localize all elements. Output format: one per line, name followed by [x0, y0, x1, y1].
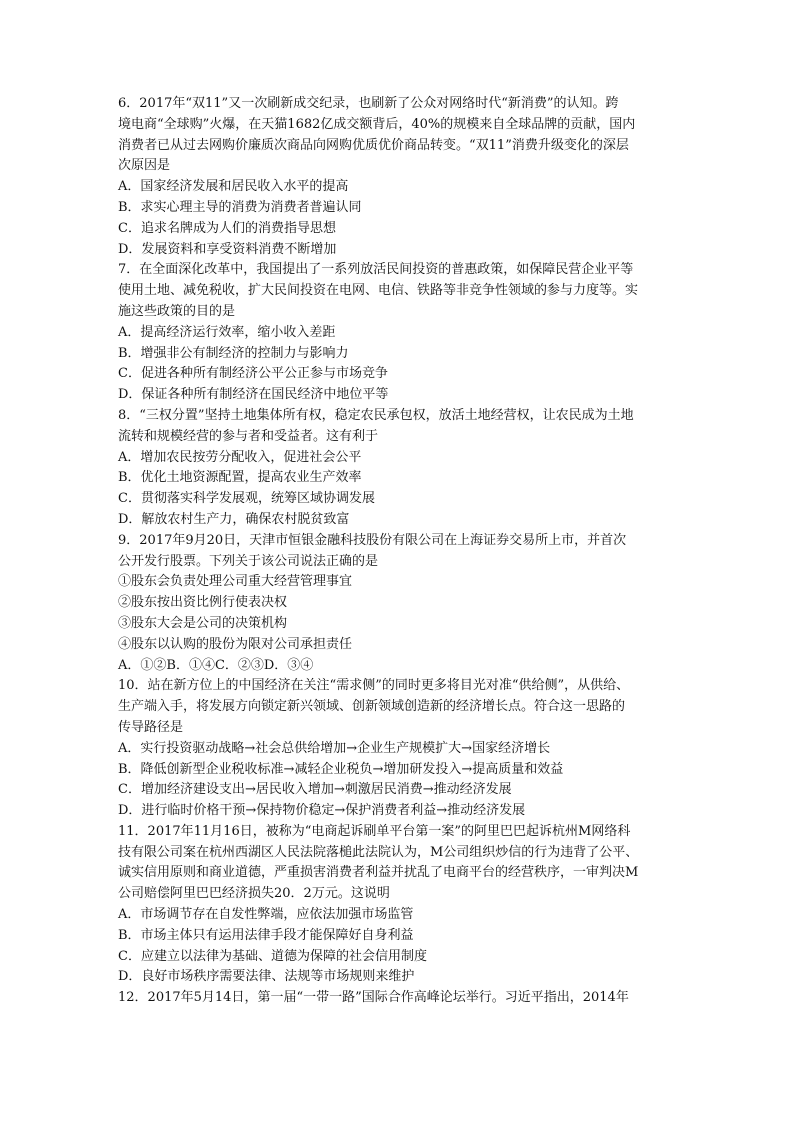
question-stem-line: 7．在全面深化改革中，我国提出了一系列放活民间投资的普惠政策，如保障民营企业平等 [118, 262, 634, 278]
question-stem-line: 使用土地、减免税收，扩大民间投资在电网、电信、铁路等非竞争性领域的参与力度等。实 [118, 283, 639, 299]
question-stem-line: 境电商“全球购”火爆，在天猫1682亿成交额背后，40%的规模来自全球品牌的贡献，国内 [118, 116, 636, 132]
answer-option: A．提高经济运行效率，缩小收入差距 [118, 324, 336, 340]
question-q6 [118, 94, 678, 260]
question-stem-line: 施这些政策的目的是 [118, 303, 236, 319]
answer-option: C．促进各种所有制经济公平公正参与市场竞争 [118, 366, 388, 382]
answer-option: B．求实心理主导的消费为消费者普遍认同 [118, 199, 362, 215]
question-stem-line: 生产端入手，将发展方向锁定新兴领域、创新领域创造新的经济增长点。符合这一思路的 [118, 699, 626, 715]
answer-option: A．①②B．①④C．②③D．③④ [118, 657, 314, 673]
question-stem-line: 10．站在新方位上的中国经济在关注“需求侧”的同时更多将目光对准“供给侧”，从供给、 [118, 678, 630, 694]
answer-option: D．发展资料和享受资料消费不断增加 [118, 241, 337, 257]
answer-option: C．应建立以法律为基础、道德为保障的社会信用制度 [118, 948, 427, 964]
answer-option: B．市场主体只有运用法律手段才能保障好自身利益 [118, 927, 414, 943]
question-stem-line: 6．2017年“双11”又一次刷新成交纪录，也刷新了公众对网络时代“新消费”的认知。跨 [118, 96, 619, 111]
question-stem-line: 流转和规模经营的参与者和受益者。这有利于 [118, 428, 379, 444]
answer-option: B．增强非公有制经济的控制力与影响力 [118, 345, 349, 361]
question-stem-line: ③股东大会是公司的决策机构 [118, 615, 288, 631]
question-stem-line: ②股东按出资比例行使表决权 [118, 595, 288, 611]
question-q11 [118, 822, 678, 988]
answer-option: B．优化土地资源配置，提高农业生产效率 [118, 470, 362, 486]
question-stem-line: 诚实信用原则和商业道德，严重损害消费者利益并扰乱了电商平台的经营秩序，一审判决M [118, 865, 639, 881]
answer-option: C．增加经济建设支出→居民收入增加→刺激居民消费→推动经济发展 [118, 782, 512, 798]
question-stem-line: 12．2017年5月14日，第一届“一带一路”国际合作高峰论坛举行。习近平指出，2014年 [118, 990, 629, 1006]
question-q7 [118, 260, 678, 406]
exam-page [118, 94, 678, 1009]
answer-option: A．国家经济发展和居民收入水平的提高 [118, 179, 349, 195]
answer-option: D．保证各种所有制经济在国民经济中地位平等 [118, 387, 389, 403]
question-stem-line: 9．2017年9月20日，天津市恒银金融科技股份有限公司在上海证券交易所上市，并首次 [118, 532, 627, 548]
question-q8 [118, 406, 678, 531]
question-stem-line: 消费者已从过去网购价廉质次商品向网购优质优价商品转变。“双11”消费升级变化的深层 [118, 137, 629, 153]
question-stem-line: 技有限公司案在杭州西湖区人民法院落槌此法院认为，M公司组织炒信的行为违背了公平、 [118, 844, 639, 860]
question-q9 [118, 531, 678, 677]
question-q12 [118, 988, 678, 1009]
answer-option: C．贯彻落实科学发展观，统筹区域协调发展 [118, 491, 375, 507]
answer-option: D．良好市场秩序需要法律、法规等市场规则来维护 [118, 969, 415, 985]
answer-option: D．进行临时价格干预→保持物价稳定→保护消费者利益→推动经济发展 [118, 803, 526, 819]
question-stem-line: ④股东以认购的股份为限对公司承担责任 [118, 636, 353, 652]
answer-option: A．实行投资驱动战略→社会总供给增加→企业生产规模扩大→国家经济增长 [118, 740, 551, 756]
answer-option: C．追求名牌成为人们的消费指导思想 [118, 220, 336, 236]
answer-option: A．增加农民按劳分配收入，促进社会公平 [118, 449, 362, 465]
question-stem-line: 公司赔偿阿里巴巴经济损失20．2万元。这说明 [118, 886, 390, 902]
question-q10 [118, 676, 678, 822]
question-stem-line: ①股东会负责处理公司重大经营管理事宜 [118, 574, 353, 590]
question-stem-line: 次原因是 [118, 158, 171, 174]
answer-option: D．解放农村生产力，确保农村脱贫致富 [118, 511, 350, 527]
question-stem-line: 8．“三权分置”坚持土地集体所有权，稳定农民承包权，放活土地经营权，让农民成为土地 [118, 407, 634, 423]
question-stem-line: 11．2017年11月16日，被称为“电商起诉刷单平台第一案”的阿里巴巴起诉杭州M网络科 [118, 823, 631, 839]
question-stem-line: 传导路径是 [118, 719, 184, 735]
answer-option: B．降低创新型企业税收标准→减轻企业税负→增加研发投入→提高质量和效益 [118, 761, 564, 777]
answer-option: A．市场调节存在自发性弊端，应依法加强市场监管 [118, 907, 414, 923]
question-stem-line: 公开发行股票。下列关于该公司说法正确的是 [118, 553, 379, 569]
